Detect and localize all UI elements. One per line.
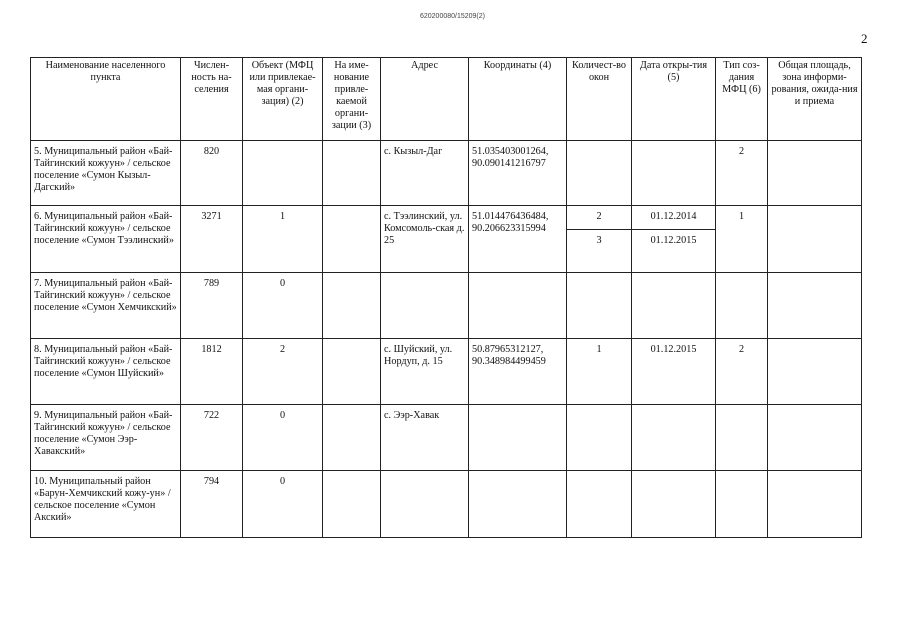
area-cell bbox=[768, 141, 862, 206]
header-coordinates: Координаты (4) bbox=[469, 58, 567, 141]
population-cell: 3271 bbox=[181, 206, 243, 273]
type-cell bbox=[716, 405, 768, 471]
table-row bbox=[31, 339, 862, 405]
area-cell bbox=[768, 471, 862, 538]
header-type: Тип соз-дания МФЦ (6) bbox=[716, 58, 768, 141]
area-cell bbox=[768, 206, 862, 273]
windows-cell bbox=[567, 405, 632, 471]
windows-cell bbox=[567, 273, 632, 339]
coordinates-cell: 51.035403001264, 90.090141216797 bbox=[469, 141, 567, 206]
date-cell bbox=[632, 206, 716, 273]
header-date: Дата откры-тия (5) bbox=[632, 58, 716, 141]
settlement-name: 6. Муниципальный район «Бай-Тайгинский кожуун» / сельское поселение «Сумон Тээлинский» bbox=[31, 206, 181, 273]
org-name-cell bbox=[323, 339, 381, 405]
object-cell: 0 bbox=[243, 273, 323, 339]
windows-value: 2 bbox=[567, 206, 631, 230]
windows-cell bbox=[567, 471, 632, 538]
address-cell: с. Кызыл-Даг bbox=[381, 141, 469, 206]
header-object: Объект (МФЦ или привлекае-мая органи-зация) (2) bbox=[243, 58, 323, 141]
population-cell: 794 bbox=[181, 471, 243, 538]
address-cell: с. Ээр-Хавак bbox=[381, 405, 469, 471]
header-population: Числен-ность на-селения bbox=[181, 58, 243, 141]
address-cell: с. Шуйский, ул. Нордуп, д. 15 bbox=[381, 339, 469, 405]
population-cell: 1812 bbox=[181, 339, 243, 405]
object-cell: 0 bbox=[243, 405, 323, 471]
windows-cell: 1 bbox=[567, 339, 632, 405]
page-number: 2 bbox=[861, 31, 868, 46]
object-cell: 0 bbox=[243, 471, 323, 538]
coordinates-cell bbox=[469, 405, 567, 471]
settlement-name: 9. Муниципальный район «Бай-Тайгинский кожуун» / сельское поселение «Сумон Ээр-Хавакский» bbox=[31, 405, 181, 471]
coordinates-cell: 51.014476436484, 90.206623315994 bbox=[469, 206, 567, 273]
table-row bbox=[31, 141, 862, 206]
org-name-cell bbox=[323, 471, 381, 538]
windows-cell bbox=[567, 206, 632, 273]
header-windows: Количест-во окон bbox=[567, 58, 632, 141]
org-name-cell bbox=[323, 141, 381, 206]
header-row bbox=[31, 58, 862, 141]
type-cell: 2 bbox=[716, 339, 768, 405]
org-name-cell bbox=[323, 405, 381, 471]
table-row bbox=[31, 273, 862, 339]
coordinates-cell bbox=[469, 273, 567, 339]
date-value: 01.12.2014 bbox=[632, 206, 715, 230]
table-row bbox=[31, 471, 862, 538]
address-cell: с. Тээлинский, ул. Комсомоль-ская д. 25 bbox=[381, 206, 469, 273]
date-cell bbox=[632, 405, 716, 471]
address-cell bbox=[381, 273, 469, 339]
org-name-cell bbox=[323, 206, 381, 273]
type-cell: 2 bbox=[716, 141, 768, 206]
settlement-name: 8. Муниципальный район «Бай-Тайгинский кожуун» / сельское поселение «Сумон Шуйский» bbox=[31, 339, 181, 405]
header-area: Общая площадь, зона информи-рования, ожида-ния и приема bbox=[768, 58, 862, 141]
type-cell bbox=[716, 471, 768, 538]
org-name-cell bbox=[323, 273, 381, 339]
date-cell bbox=[632, 141, 716, 206]
windows-cell bbox=[567, 141, 632, 206]
date-cell: 01.12.2015 bbox=[632, 339, 716, 405]
date-value-second: 01.12.2015 bbox=[650, 235, 697, 246]
population-cell: 820 bbox=[181, 141, 243, 206]
settlement-name: 5. Муниципальный район «Бай-Тайгинский кожуун» / сельское поселение «Сумон Кызыл-Дагский» bbox=[31, 141, 181, 206]
header-address: Адрес bbox=[381, 58, 469, 141]
windows-value-second: 3 bbox=[596, 235, 602, 246]
area-cell bbox=[768, 405, 862, 471]
table-row bbox=[31, 206, 862, 273]
header-org-name: На име-нование привле-каемой органи-зации (3) bbox=[323, 58, 381, 141]
document-id: 620200080/15209(2) bbox=[419, 13, 485, 20]
address-cell bbox=[381, 471, 469, 538]
settlement-name: 10. Муниципальный район «Барун-Хемчикский кожу-ун» / сельское поселение «Сумон Акский» bbox=[31, 471, 181, 538]
coordinates-cell bbox=[469, 471, 567, 538]
object-cell: 2 bbox=[243, 339, 323, 405]
table-row bbox=[31, 405, 862, 471]
settlement-name: 7. Муниципальный район «Бай-Тайгинский кожуун» / сельское поселение «Сумон Хемчикский» bbox=[31, 273, 181, 339]
population-cell: 789 bbox=[181, 273, 243, 339]
area-cell bbox=[768, 339, 862, 405]
date-cell bbox=[632, 471, 716, 538]
type-cell: 1 bbox=[716, 206, 768, 273]
mfc-table bbox=[30, 57, 862, 538]
header-name: Наименование населенного пункта bbox=[31, 58, 181, 141]
type-cell bbox=[716, 273, 768, 339]
object-cell: 1 bbox=[243, 206, 323, 273]
object-cell bbox=[243, 141, 323, 206]
date-cell bbox=[632, 273, 716, 339]
coordinates-cell: 50.87965312127, 90.348984499459 bbox=[469, 339, 567, 405]
area-cell bbox=[768, 273, 862, 339]
population-cell: 722 bbox=[181, 405, 243, 471]
